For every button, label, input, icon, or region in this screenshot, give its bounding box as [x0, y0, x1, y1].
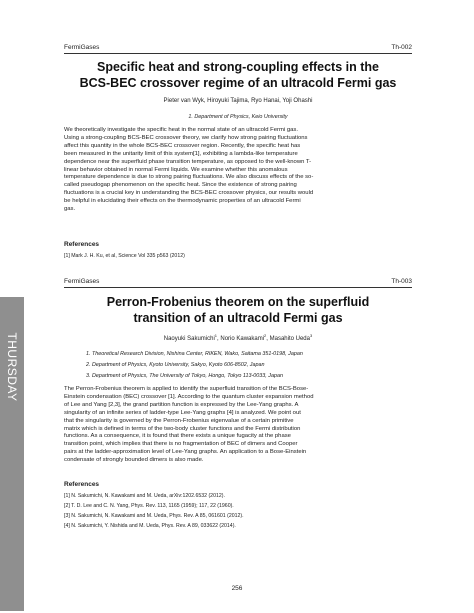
abstract-title — [64, 294, 412, 326]
abstract-line: linear behavior obtained in normal Fermi liquids. We examine whether this anomalous — [64, 166, 288, 173]
abstract-body — [64, 127, 412, 214]
abstract-line: called pseudogap phenomenon on the specific heat. Since the existence of strong pairing — [64, 182, 297, 189]
title-line: transition of an ultracold Fermi gas — [133, 311, 343, 325]
abstract-line: pairs at the ladder-approximation level of Lee-Yang graphs. An application to a Bose-Einstein — [64, 449, 307, 456]
abstract-line: gas. — [64, 206, 76, 213]
author-list: Pieter van Wyk, Hiroyuki Tajima, Ryo Hanai, Yoji Ohashi — [163, 98, 313, 104]
reference-item: [1] N. Sakumichi, N. Kawakami and M. Ueda, arXiv:1202.6532 (2012). — [64, 493, 225, 499]
abstract-line: matrix which is defined in terms of the two-body cluster functions and the Fermi distribution — [64, 425, 301, 432]
abstract-line: We theoretically investigate the specific heat in the normal state of an ultracold Fermi gas. — [64, 127, 298, 133]
affiliation: 1. Theoretical Research Division, Nishina Center, RIKEN, Wako, Saitama 351-0198, Japan — [86, 351, 303, 357]
page-number: 256 — [231, 585, 243, 592]
session-label: FermiGases — [64, 44, 100, 51]
abstract-line: Einstein condensation (BEC) crossover [1]. According to the quantum cluster expansion method — [64, 393, 314, 400]
affiliation-marker: 2 — [264, 333, 267, 338]
affiliation: 2. Department of Physics, Kyoto University, Sakyo, Kyoto 606-8502, Japan — [86, 362, 265, 368]
day-label: THURSDAY — [5, 332, 19, 402]
author-name: , Norio Kawakami — [217, 336, 265, 342]
affiliation-marker: 3 — [309, 333, 313, 338]
abstract-code: Th-002 — [391, 44, 412, 51]
abstract-line: temperature dependence is due to strong pairing fluctuations. We also discuss effects of the so- — [64, 174, 314, 181]
reference-item: [1] Mark J. H. Ku, et al, Science Vol 335 p563 (2012) — [64, 253, 185, 259]
abstract-line: be helpful in elucidating their effects on the thermodynamic properties of an ultracold Fermi — [64, 198, 301, 205]
abstract-title — [64, 59, 412, 91]
affiliation: 3. Department of Physics, The University of Tokyo, Hongo, Tokyo 113-0033, Japan — [86, 373, 283, 379]
abstract-line: transition point, which implies that there is no fragmentation of BEC of dimers and Cooper — [64, 441, 298, 448]
reference-item: [2] T. D. Lee and C. N. Yang, Phys. Rev. 113, 1165 (1959); 117, 22 (1960). — [64, 503, 234, 509]
affiliation-marker: 1 — [214, 333, 218, 338]
reference-item: [4] N. Sakumichi, Y. Nishida and M. Ueda, Phys. Rev. A 89, 033622 (2014). — [64, 523, 236, 529]
abstract-line: of Lee and Yang [2,3], the grand partition function is expressed by the Lee-Yang graphs. A — [64, 401, 299, 408]
abstract-line: been measured in the unitarity limit of this system[1], exhibiting a lambda-like temperature — [64, 150, 298, 157]
abstract-line: functions. As a consequence, it is found that there exists a unique fugacity at the phase — [64, 433, 291, 440]
session-label: FermiGases — [64, 278, 100, 285]
abstract-line: that the singularity is governed by the Perron-Frobenius eigenvalue of a certain primitive — [64, 417, 294, 424]
abstract-body — [64, 386, 412, 465]
title-line: Specific heat and strong-coupling effects in the — [97, 60, 379, 74]
abstract-line: The Perron-Frobenius theorem is applied to identify the superfluid transition of the BCS-Bose- — [64, 386, 309, 392]
header-rule — [64, 287, 412, 288]
author-list — [64, 333, 412, 342]
author-name: , Masahito Ueda — [266, 336, 310, 342]
title-line: Perron-Frobenius theorem on the superfluid — [106, 295, 370, 309]
abstract-line: singularity of an infinite series of ladder-type Lee-Yang graphs [4] is analyzed. We point out — [64, 409, 301, 416]
abstract-line: dependence near the superfluid phase transition temperature, as opposed to the well-known T- — [64, 158, 312, 165]
affiliation: 1. Department of Physics, Keio University — [188, 114, 288, 120]
abstract-line: condensate of strongly bounded dimers is also made. — [64, 457, 204, 464]
references-heading: References — [64, 481, 100, 488]
abstract-line: Using a strong-coupling BCS-BEC crossover theory, we clarify how strong pairing fluctuations — [64, 134, 308, 141]
reference-item: [3] N. Sakumichi, N. Kawakami and M. Ueda, Phys. Rev. A 85, 061601 (2012). — [64, 513, 244, 519]
header-rule — [64, 53, 412, 54]
author-name: Naoyuki Sakumichi — [163, 336, 215, 342]
abstract-line: fluctuations is a crucial key in understanding the BCS-BEC crossover physics, our results would — [64, 190, 314, 197]
abstract-line: affect this quantity in the whole BCS-BEC crossover region. Recently, the specific heat has — [64, 142, 301, 149]
abstract-code: Th-003 — [391, 278, 412, 285]
references-heading: References — [64, 241, 100, 248]
title-line: BCS-BEC crossover regime of an ultracold Fermi gas — [79, 76, 397, 90]
